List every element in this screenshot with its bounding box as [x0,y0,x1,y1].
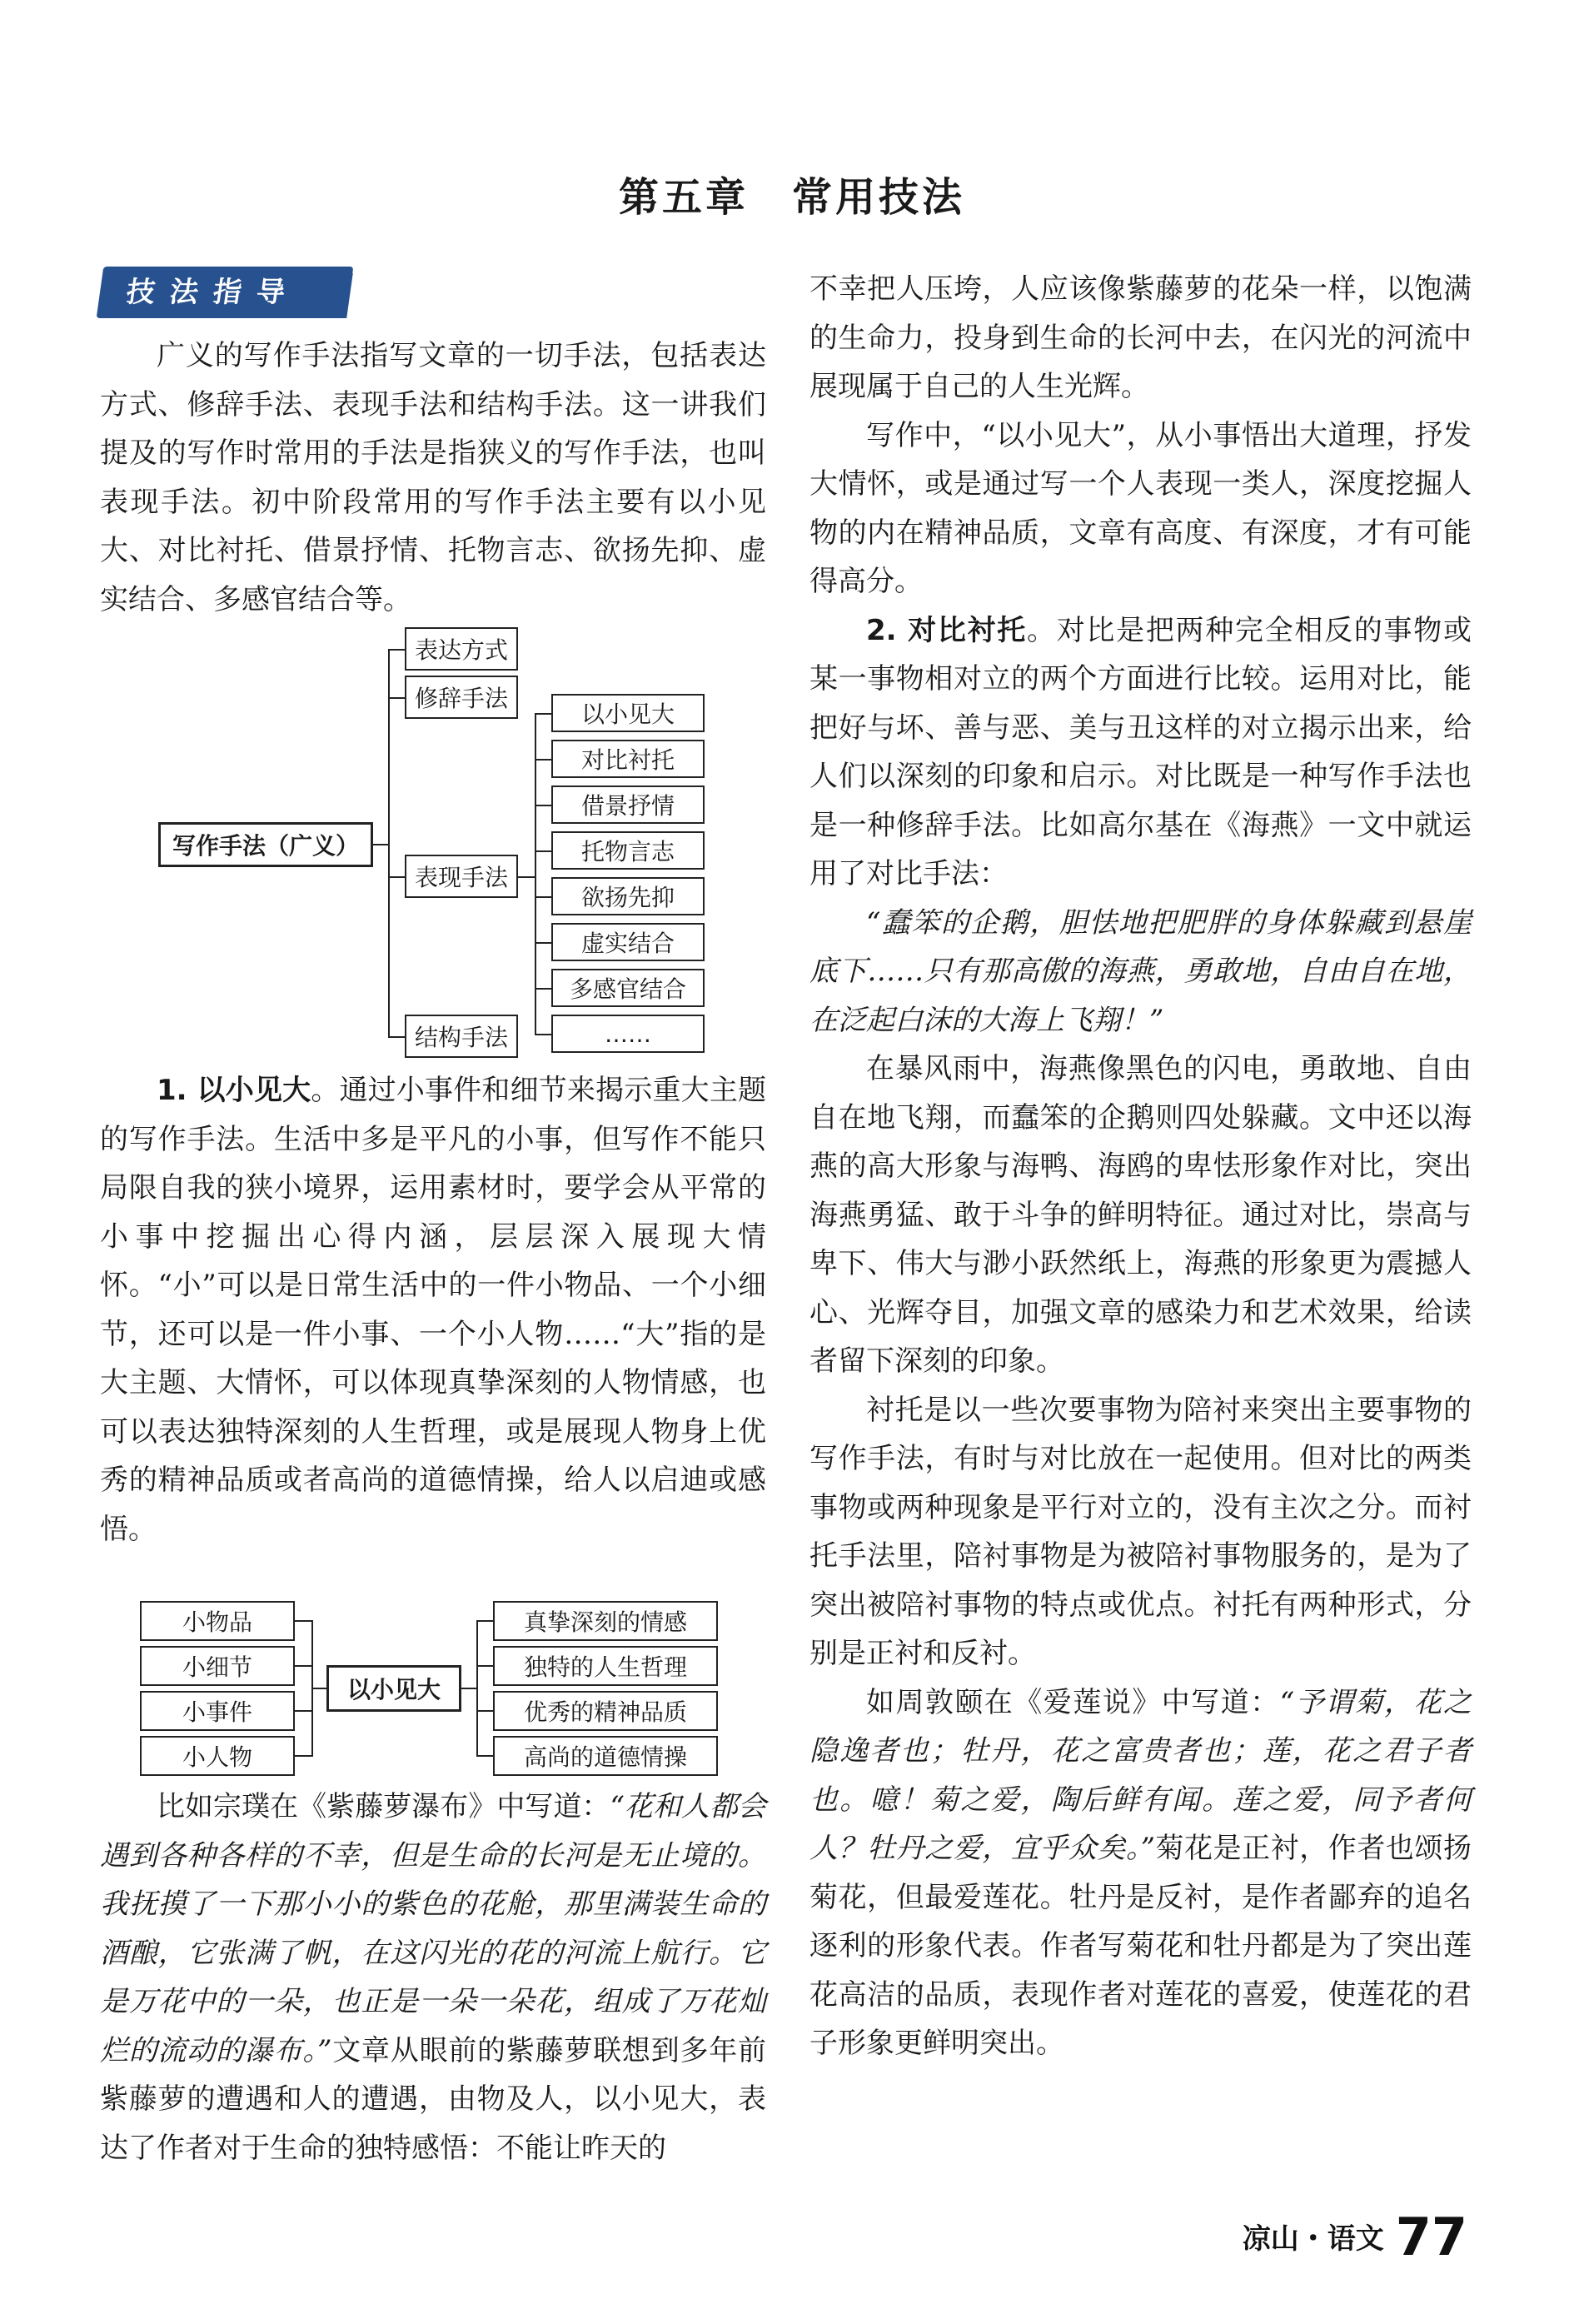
example-quote: “花和人都会遇到各种各样的不幸，但是生命的长河是无止境的。我抚摸了一下那小小的紫色的花舱，那里满装生命的酒酿，它张满了帆，在这闪光的花的河流上航行。它是万花中的一朵，也正是一朵一朵花，组成了万花灿烂的流动的瀑布。” [100,1790,766,2067]
example-paragraph [100,1783,766,2172]
section-2-heading: 2. 对比衬托 [866,613,1027,647]
section-1-heading: 1. 以小见大 [157,1074,311,1107]
intro-paragraph: 广义的写作手法指写文章的一切手法，包括表达方式、修辞手法、表现手法和结构手法。这一讲我们提及的写作时常用的手法是指狭义的写作手法，也叫表现手法。初中阶段常用的写作手法主要有以小见大、对比衬托、借景抒情、托物言志、欲扬先抑、虚实结合、多感官结合等。 [100,339,766,616]
chapter-title: 第五章 常用技法 [618,174,965,221]
ailian-intro: 如周敦颐在《爱莲说》中写道： [866,1685,1280,1719]
diagram2-center: 以小见大 [326,1665,461,1712]
right-column [809,265,1472,2068]
diagram1-level2-item: 虚实结合 [551,923,705,961]
diagram2-left-item: 小物品 [140,1601,295,1641]
example-intro: 比如宗璞在《紫藤萝瀑布》中写道： [157,1790,610,1823]
right-paragraph-4: 在暴风雨中，海燕像黑色的闪电，勇敢地、自由自在地飞翔，而蠢笨的企鹅则四处躲藏。文中还以海燕的高大形象与海鸭、海鸥的卑怯形象作对比，突出海燕勇猛、敢于斗争的鲜明特征。通过对比，崇高与卑下、伟大与渺小跃然纸上，海燕的形象更为震撼人心、光辉夺目，加强文章的感染力和艺术效果，给读者留下深刻的印象。 [809,1052,1472,1378]
diagram1-level2-item: 对比衬托 [551,740,705,778]
page-footer [1242,2207,1467,2267]
diagram1-level2-item: 借景抒情 [551,785,705,824]
diagram2-right-item: 优秀的精神品质 [493,1691,718,1731]
section-badge: 技法指导 [97,267,354,318]
example-analysis: 文章从眼前的紫藤萝联想到多年前紫藤萝的遭遇和人的遭遇，由物及人，以小见大，表达了作者对于生命的独特感悟：不能让昨天的 [100,2033,766,2165]
diagram2-right-item: 高尚的道德情操 [493,1736,718,1776]
diagram1-level2-item: 多感官结合 [551,969,705,1007]
diagram2-left-item: 小事件 [140,1691,295,1731]
right-paragraph-2: 写作中，“以小见大”，从小事悟出大道理，抒发大情怀，或是通过写一个人表现一类人，深度挖掘人物的内在精神品质，文章有高度、有深度，才有可能得高分。 [809,418,1472,598]
diagram1-level2-item: …… [551,1015,705,1053]
section-2-paragraph [809,606,1472,899]
diagram1-level1-item: 结构手法 [405,1015,518,1058]
right-paragraph-1: 不幸把人压垮，人应该像紫藤萝的花朵一样，以饱满的生命力，投身到生命的长河中去，在闪光的河流中展现属于自己的人生光辉。 [809,272,1472,403]
section-1-body: 。通过小事件和细节来揭示重大主题的写作手法。生活中多是平凡的小事，但写作不能只局限自我的狭小境界，运用素材时，要学会从平常的小事中挖掘出心得内涵，层层深入展现大情怀。“小”可以是日常生活中的一件小物品、一个小细节，还可以是一件小事、一个小人物……“大”指的是大主题、大情怀，可以体现真挚深刻的人物情感，也可以表达独特深刻的人生哲理，或是展现人物身上优秀的精神品质或者高尚的道德情操，给人以启迪或感悟。 [100,1074,766,1546]
right-paragraph-6 [809,1678,1472,2068]
diagram2-left-item: 小细节 [140,1646,295,1686]
page-number: 77 [1395,2207,1467,2267]
ailian-analysis: 菊花是正衬，作者也颂扬菊花，但最爱莲花。牡丹是反衬，是作者鄙弃的追名逐利的形象代表。作者写菊花和牡丹都是为了突出莲花高洁的品质，表现作者对莲花的喜爱，使莲花的君子形象更鲜明突出。 [809,1832,1472,2060]
ailian-quote: “予谓菊，花之隐逸者也；牡丹，花之富贵者也；莲，花之君子者也。噫！菊之爱，陶后鲜有闻。莲之爱，同予者何人？牡丹之爱，宜乎众矣。” [809,1685,1472,1865]
diagram1-level2-item: 以小见大 [551,694,705,732]
footer-brand: 凉山・语文 [1242,2222,1384,2256]
right-paragraph-5: 衬托是以一些次要事物为陪衬来突出主要事物的写作手法，有时与对比放在一起使用。但对比的两类事物或两种现象是平行对立的，没有主次之分。而衬托手法里，陪衬事物是为被陪衬事物服务的，是为了突出被陪衬事物的特点或优点。衬托有两种形式，分别是正衬和反衬。 [809,1393,1472,1670]
diagram1-level2-item: 欲扬先抑 [551,877,705,915]
left-section-1 [100,1066,766,1553]
diagram2-right-item: 独特的人生哲理 [493,1646,718,1686]
diagram2-left-item: 小人物 [140,1736,295,1776]
diagram1-level1-item: 表现手法 [405,855,518,898]
haiyan-quote: “蠢笨的企鹅，胆怯地把肥胖的身体躲藏到悬崖底下……只有那高傲的海燕，勇敢地，自由自在地，在泛起白沫的大海上飞翔！” [809,905,1472,1037]
diagram1-root: 写作手法（广义） [158,822,373,867]
diagram1-level1-item: 表达方式 [405,627,518,671]
diagram1-level2-item: 托物言志 [551,831,705,870]
section-2-body: 。对比是把两种完全相反的事物或某一事物相对立的两个方面进行比较。运用对比，能把好与坏、善与恶、美与丑这样的对立揭示出来，给人们以深刻的印象和启示。对比既是一种写作手法也是一种修辞手法。比如高尔基在《海燕》一文中就运用了对比手法： [809,613,1472,890]
diagram2-right-item: 真挚深刻的情感 [493,1601,718,1641]
left-example [100,1783,766,2172]
left-intro [100,332,766,624]
section-1-paragraph [100,1066,766,1553]
diagram1-level1-item: 修辞手法 [405,676,518,719]
